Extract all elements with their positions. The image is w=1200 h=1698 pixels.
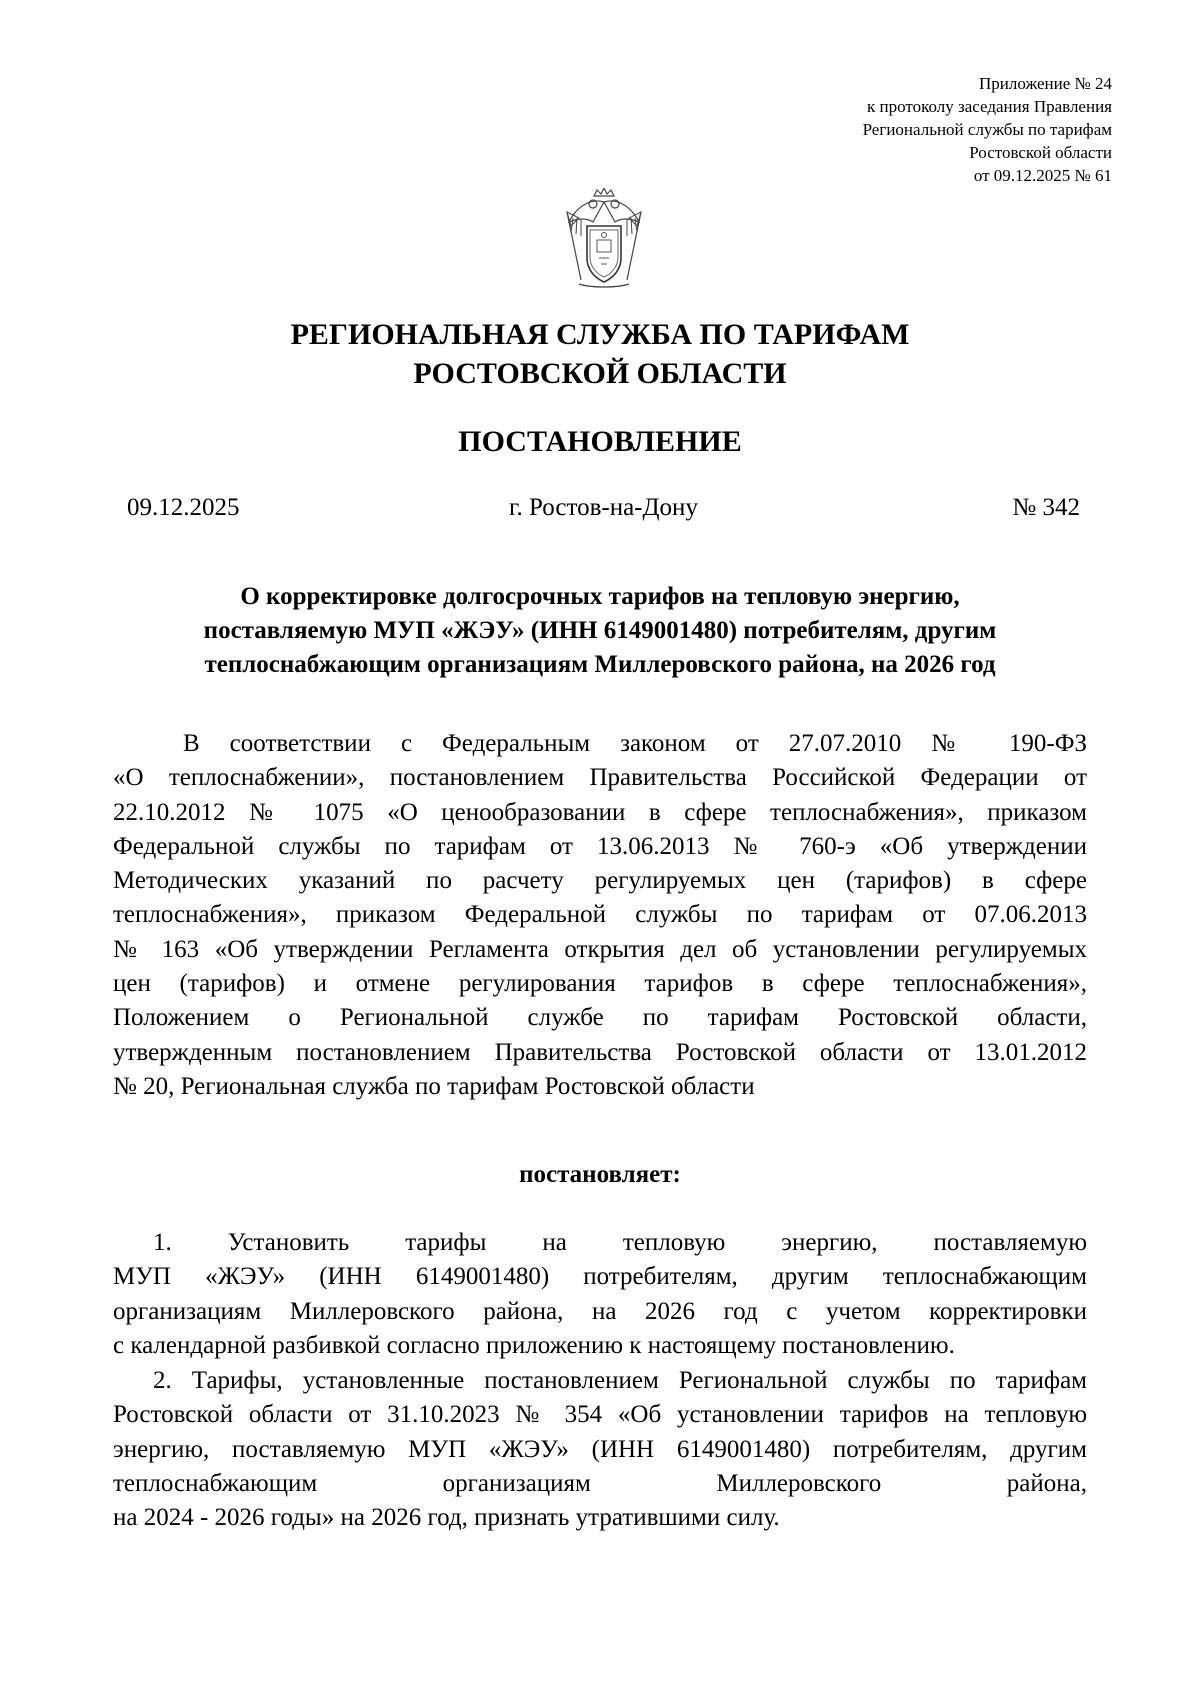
item-1-paragraph (113, 1226, 1087, 1363)
annex-line: Региональной службы по тарифам (862, 120, 1112, 139)
preamble-line: Федеральной службы по тарифам от 13.06.2013 № 760-э «Об утверждении (113, 832, 1087, 860)
document-subject (110, 580, 1090, 682)
item-1-line: МУП «ЖЭУ» (ИНН 6149001480) потребителям, другим теплоснабжающим (113, 1263, 1087, 1291)
item-2-line: Ростовской области от 31.10.2023 № 354 «Об установлении тарифов на тепловую (113, 1401, 1087, 1429)
annex-line: Приложение № 24 (979, 74, 1112, 93)
document-date: 09.12.2025 (127, 494, 240, 521)
preamble-line: Методических указаний по расчету регулируемых цен (тарифов) в сфере (113, 867, 1087, 895)
document-city: г. Ростов-на-Дону (509, 494, 698, 521)
document-meta-row (127, 491, 1080, 525)
preamble-line: «О теплоснабжении», постановлением Правительства Российской Федерации от (113, 764, 1087, 792)
annex-line: от 09.12.2025 № 61 (973, 166, 1112, 185)
item-1-line: организациям Миллеровского района, на 2026 год с учетом корректировки (113, 1297, 1087, 1325)
preamble-paragraph (113, 727, 1087, 1104)
org-title-line1: РЕГИОНАЛЬНАЯ СЛУЖБА ПО ТАРИФАМ (290, 318, 910, 351)
annex-line: Ростовской области (969, 143, 1112, 162)
preamble-line: теплоснабжения», приказом Федеральной службы по тарифам от 07.06.2013 (113, 901, 1087, 929)
preamble-line: В соответствии с Федеральным законом от 27.07.2010 № 190-ФЗ (183, 730, 1087, 757)
preamble-line: № 20, Региональная служба по тарифам Ростовской области (113, 1072, 755, 1100)
item-2-line: энергию, поставляемую МУП «ЖЭУ» (ИНН 6149001480) потребителям, другим (113, 1435, 1087, 1463)
item-2-line: 2. Тарифы, установленные постановлением Региональной службы по тарифам (153, 1367, 1087, 1394)
subject-line: теплоснабжающим организациям Миллеровского района, на 2026 год (204, 651, 996, 678)
preamble-line: цен (тарифов) и отмене регулирования тарифов в сфере теплоснабжения», (113, 970, 1087, 998)
subject-line: поставляемую МУП «ЖЭУ» (ИНН 6149001480) потребителям, другим (203, 617, 997, 644)
item-2-paragraph (113, 1364, 1087, 1535)
item-2-line: теплоснабжающим организациям Миллеровского района, (113, 1469, 1087, 1497)
resolves-heading: постановляет: (519, 1161, 681, 1188)
org-title-line2: РОСТОВСКОЙ ОБЛАСТИ (413, 357, 787, 390)
preamble-line: утвержденным постановлением Правительства Ростовской области от 13.01.2012 (113, 1038, 1087, 1066)
coat-of-arms-icon (561, 188, 647, 291)
preamble-line: Положением о Региональной службе по тарифам Ростовской области, (113, 1004, 1087, 1032)
annex-note (692, 72, 1112, 187)
item-2-line: на 2024 - 2026 годы» на 2026 год, признать утратившими силу. (113, 1504, 780, 1532)
item-1-line: с календарной разбивкой согласно приложению к настоящему постановлению. (113, 1331, 955, 1359)
preamble-line: № 163 «Об утверждении Регламента открытия дел об установлении регулируемых (113, 935, 1087, 963)
subject-line: О корректировке долгосрочных тарифов на тепловую энергию, (240, 583, 960, 610)
annex-line: к протоколу заседания Правления (867, 97, 1112, 116)
item-1-line: 1. Установить тарифы на тепловую энергию, поставляемую (153, 1229, 1087, 1256)
document-number: № 342 (1012, 494, 1080, 521)
document-type: ПОСТАНОВЛЕНИЕ (458, 425, 742, 458)
preamble-line: 22.10.2012 № 1075 «О ценообразовании в сфере теплоснабжения», приказом (113, 798, 1087, 826)
